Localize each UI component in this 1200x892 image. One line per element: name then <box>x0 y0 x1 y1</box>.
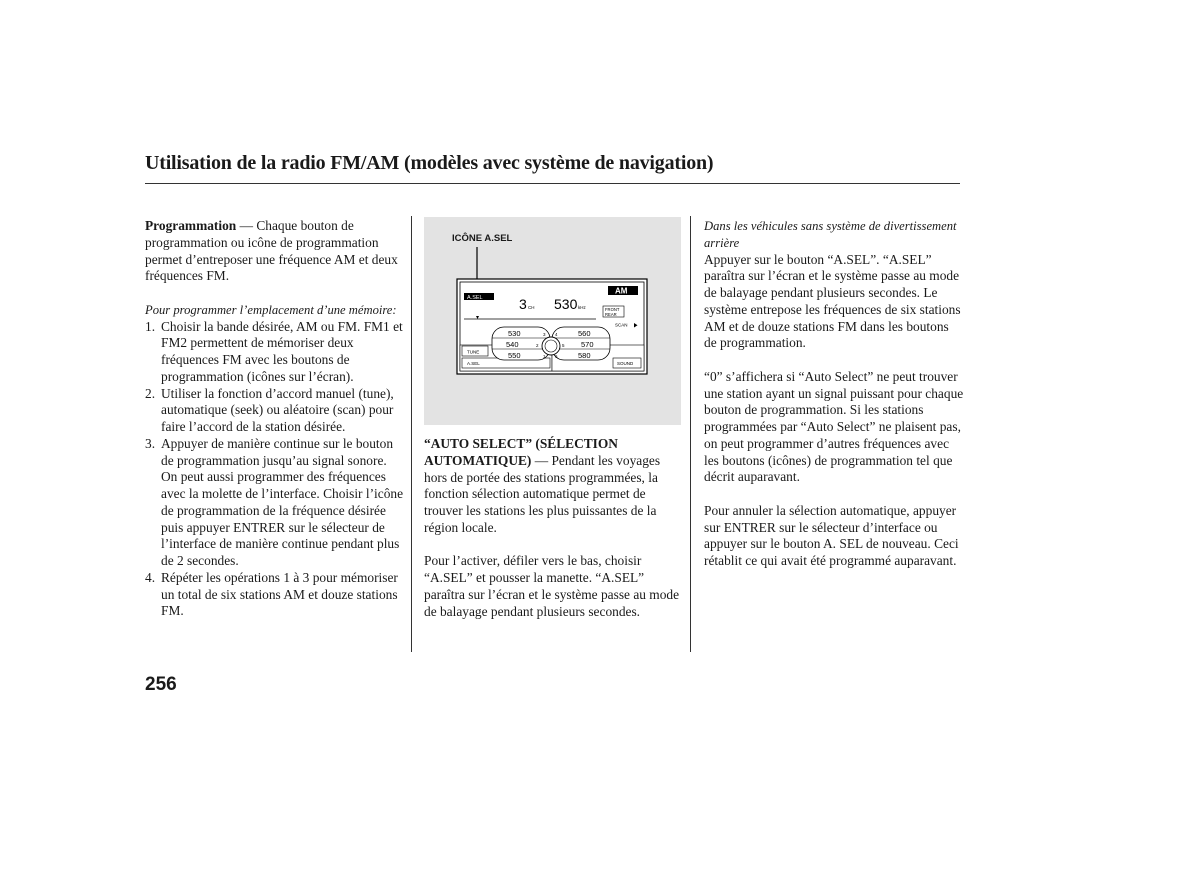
preset-number: 4 <box>555 332 558 337</box>
preset-freq: 570 <box>581 340 594 349</box>
radio-display-illustration <box>424 217 681 425</box>
title-rule <box>145 183 960 184</box>
front-label: FRONT <box>605 307 620 312</box>
asel-button-paragraph: Appuyer sur le bouton “A.SEL”. “A.SEL” paraîtra sur l’écran et le système passe au mode de balayage pendant plusieurs secondes. Le système entrepose les fréquences de six stations AM et de douze stations FM dans les boutons de programmation. <box>704 251 961 351</box>
step-item: 2. Utiliser la fonction d’accord manuel (tune), automatique (seek) ou aléatoire (scan) pour faire l’accord de la station désirée. <box>145 385 394 434</box>
channel-unit: CH <box>528 305 535 310</box>
step-item: 1. Choisir la bande désirée, AM ou FM. FM1 et FM2 permettent de mémoriser deux fréquences FM avec les boutons de programmation (icônes sur l’écran). <box>145 318 403 384</box>
programming-subheading: Pour programmer l’emplacement d’une mémoire: <box>145 302 397 317</box>
scan-label: SCAN <box>615 322 628 328</box>
auto-select-zero-paragraph: “0” s’affichera si “Auto Select” ne peut trouver une station ayant un signal puissant pour chaque bouton de programmation. Si les stations programmées par “Auto Select” ne plaisent pas, on peut programmer d’autres fréquences avec les boutons (icônes) de programmation tel que décrit auparavant. <box>704 368 964 485</box>
cancel-auto-select-paragraph: Pour annuler la sélection automatique, appuyer sur ENTRER sur le sélecteur d’interface ou appuyer sur le bouton A. SEL de nouveau. Ceci rétablit ce qui avait été programmé auparavant. <box>704 502 959 568</box>
preset-freq: 530 <box>508 329 521 338</box>
preset-freq: 550 <box>508 351 521 360</box>
step-item: 4. Répéter les opérations 1 à 3 pour mémoriser un total de six stations AM et douze stations FM. <box>145 569 398 619</box>
asel-button-label: A.SEL <box>467 361 480 366</box>
frequency-value: 530 <box>554 296 578 312</box>
auto-select-activation: Pour l’activer, défiler vers le bas, choisir “A.SEL” et pousser la manette. “A.SEL” paraîtra sur l’écran et le système passe au mode de balayage pendant plusieurs secondes. <box>424 553 680 619</box>
auto-select-heading: “AUTO SELECT” (SÉLECTION AUTOMATIQUE) <box>424 436 618 468</box>
sound-label: SOUND <box>617 361 634 366</box>
programming-intro <box>145 218 405 285</box>
tune-label: TUNE <box>467 349 480 355</box>
rear-entertainment-subheading: Dans les véhicules sans système de divertissement arrière <box>704 219 957 250</box>
radio-display-figure <box>424 217 681 425</box>
channel-number: 3 <box>519 296 527 312</box>
preset-number: 6 <box>555 354 558 359</box>
preset-freq: 540 <box>506 340 519 349</box>
preset-number: 5 <box>562 343 565 348</box>
column-divider-left <box>411 216 412 652</box>
auto-select-intro <box>424 436 684 537</box>
asel-indicator-text: A.SEL <box>467 295 483 301</box>
column-rear-entertainment <box>704 218 964 570</box>
column-divider-right <box>690 216 691 652</box>
page-title: Utilisation de la radio FM/AM (modèles avec système de navigation) <box>145 152 714 174</box>
preset-number: 2 <box>536 343 539 348</box>
band-text: AM <box>615 286 628 296</box>
preset-group-left <box>492 327 550 360</box>
programming-steps <box>145 319 405 621</box>
asel-icon-callout: ICÔNE A.SEL <box>452 233 513 244</box>
preset-number: 3 <box>543 332 546 337</box>
programming-heading: Programmation <box>145 218 237 233</box>
rear-label: REAR <box>605 312 617 317</box>
preset-freq: 560 <box>578 329 591 338</box>
preset-number: 1 <box>543 354 546 359</box>
auto-select-text: — Pendant les voyages hors de portée des stations programmées, la fonction sélection automatique permet de trouver les stations les plus puissantes de la région locale. <box>424 452 661 535</box>
page-number: 256 <box>145 674 177 695</box>
frequency-unit: kHz <box>578 305 586 310</box>
column-auto-select <box>424 436 684 620</box>
column-programming <box>145 218 405 620</box>
preset-freq: 580 <box>578 351 591 360</box>
programming-intro-text: — Chaque bouton de programmation ou icône de programmation permet d’entreposer une fréquence AM et deux fréquences FM. <box>145 218 398 284</box>
step-item: 3. Appuyer de manière continue sur le bouton de programmation jusqu’au signal sonore. On peut aussi programmer des fréquences avec la molette de l’interface. Choisir l’icône de programmation de la fréquence désirée puis appuyer ENTRER sur le sélecteur de l’interface de manière continue pendant plus de 2 secondes. <box>145 435 404 568</box>
